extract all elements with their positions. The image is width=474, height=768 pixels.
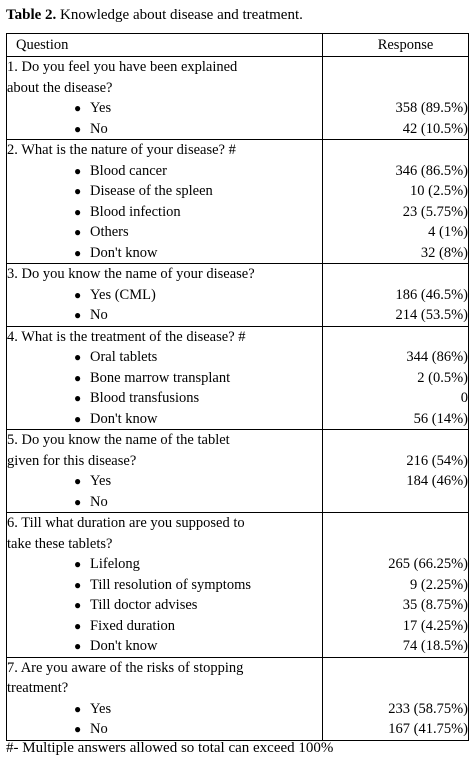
response-value: 186 (46.5%) [395, 286, 468, 303]
list-item [7, 719, 322, 740]
option-label: Others [90, 224, 129, 240]
option-label: Don't know [90, 638, 158, 654]
question-text: 2. What is the nature of your disease? # [7, 142, 236, 158]
bullet-icon: ● [74, 474, 82, 488]
response-value [323, 430, 468, 451]
table-row [7, 326, 469, 430]
question-text: 1. Do you feel you have been explained [7, 59, 238, 75]
list-item [7, 699, 322, 720]
question-text: treatment? [7, 680, 69, 696]
question-cell [7, 57, 323, 140]
bullet-icon: ● [74, 287, 82, 302]
response-cell [323, 513, 469, 658]
option-label: Yes [90, 700, 112, 717]
table-row [7, 264, 469, 327]
list-item [7, 471, 322, 492]
response-value: 358 (89.5%) [395, 100, 468, 116]
question-cell [7, 140, 323, 264]
table-body [7, 57, 469, 741]
table-title: Knowledge about disease and treatment. [60, 7, 303, 23]
response-value [323, 513, 468, 534]
bullet-icon: ● [74, 494, 82, 509]
bullet-icon: ● [74, 370, 82, 385]
response-cell [323, 326, 469, 430]
response-value: 265 (66.25%) [388, 556, 468, 572]
list-item [7, 388, 322, 409]
response-value: 346 (86.5%) [395, 162, 468, 179]
option-label: Till resolution of symptoms [90, 576, 252, 593]
option-label: Yes [90, 473, 112, 489]
list-item [7, 409, 322, 430]
table-row [7, 513, 469, 658]
table-row [7, 140, 469, 264]
bullet-icon: ● [74, 577, 82, 592]
option-label: Bone marrow transplant [90, 369, 231, 386]
question-column-header: Question [7, 34, 323, 57]
response-value: 4 (1%) [428, 224, 468, 240]
bullet-icon: ● [74, 391, 82, 405]
option-label: Don't know [90, 410, 158, 427]
response-cell [323, 657, 469, 740]
bullet-icon: ● [74, 701, 82, 716]
list-item [7, 119, 322, 140]
response-value: 42 (10.5%) [402, 120, 468, 137]
bullet-icon: ● [74, 411, 82, 426]
response-value: 214 (53.5%) [395, 307, 468, 323]
table-row [7, 657, 469, 740]
response-cell [323, 430, 469, 513]
option-label: Yes (CML) [90, 286, 156, 303]
table-label: Table 2. [6, 7, 57, 23]
response-value: 0 [460, 390, 468, 406]
question-text: given for this disease? [7, 452, 137, 469]
question-cell [7, 430, 323, 513]
list-item [7, 492, 322, 513]
question-cell [7, 513, 323, 658]
bullet-icon: ● [74, 618, 82, 633]
question-cell [7, 326, 323, 430]
list-item [7, 202, 322, 223]
option-label: Yes [90, 100, 112, 116]
option-label: No [90, 307, 108, 323]
bullet-icon: ● [74, 225, 82, 239]
question-text: 4. What is the treatment of the disease? # [7, 328, 246, 345]
list-item [7, 98, 322, 119]
option-label: Don't know [90, 244, 158, 261]
list-item [7, 285, 322, 306]
response-value: 344 (86%) [406, 349, 468, 365]
response-cell [323, 57, 469, 140]
option-label: Blood transfusions [90, 390, 200, 406]
option-label: Blood cancer [90, 162, 167, 179]
response-cell [323, 264, 469, 327]
response-value: 35 (8.75%) [402, 597, 468, 613]
bullet-icon: ● [74, 245, 82, 260]
response-value: 74 (18.5%) [402, 638, 468, 654]
question-text: 6. Till what duration are you supposed to [7, 515, 245, 531]
response-value: 233 (58.75%) [388, 700, 468, 717]
bullet-icon: ● [74, 722, 82, 736]
option-label: Blood infection [90, 203, 181, 220]
response-value [323, 492, 468, 513]
bullet-icon: ● [74, 350, 82, 364]
response-value [323, 140, 468, 161]
table-row [7, 430, 469, 513]
response-value: 56 (14%) [413, 410, 468, 427]
list-item [7, 305, 322, 326]
bullet-icon: ● [74, 184, 82, 198]
list-item [7, 616, 322, 637]
bullet-icon: ● [74, 121, 82, 136]
list-item [7, 161, 322, 182]
response-value: 32 (8%) [420, 244, 468, 261]
response-value [323, 534, 468, 555]
question-cell [7, 657, 323, 740]
bullet-icon: ● [74, 639, 82, 653]
option-label: Lifelong [90, 556, 140, 572]
bullet-icon: ● [74, 598, 82, 612]
list-item [7, 243, 322, 264]
option-label: Disease of the spleen [90, 183, 213, 199]
response-value: 17 (4.25%) [402, 617, 468, 634]
response-value [323, 264, 468, 285]
question-text: about the disease? [7, 79, 113, 96]
response-value: 167 (41.75%) [388, 721, 468, 737]
question-text: 5. Do you know the name of the tablet [7, 432, 230, 448]
bullet-icon: ● [74, 557, 82, 571]
question-text: 7. Are you aware of the risks of stopping [7, 659, 244, 676]
question-text: 3. Do you know the name of your disease? [7, 266, 255, 282]
response-cell [323, 140, 469, 264]
response-value: 2 (0.5%) [417, 369, 468, 386]
option-label: Fixed duration [90, 617, 175, 634]
response-value: 9 (2.25%) [410, 576, 468, 593]
response-value: 10 (2.5%) [410, 183, 468, 199]
table-row [7, 57, 469, 140]
response-column-header: Response [323, 34, 469, 57]
bullet-icon: ● [74, 101, 82, 115]
bullet-icon: ● [74, 204, 82, 219]
response-value [323, 78, 468, 99]
response-value: 216 (54%) [406, 452, 468, 469]
question-text: take these tablets? [7, 535, 113, 552]
response-value [323, 57, 468, 78]
footnote: #- Multiple answers allowed so total can exceed 100% [6, 740, 334, 756]
bullet-icon: ● [74, 163, 82, 178]
list-item [7, 636, 322, 657]
list-item [7, 368, 322, 389]
option-label: No [90, 721, 108, 737]
response-value [323, 678, 468, 699]
option-label: No [90, 120, 108, 137]
list-item [7, 222, 322, 243]
option-label: No [90, 493, 108, 510]
knowledge-table [6, 33, 469, 741]
table-caption [6, 5, 303, 25]
list-item [7, 347, 322, 368]
option-label: Oral tablets [90, 349, 158, 365]
table-header-row [7, 34, 469, 57]
response-value: 23 (5.75%) [402, 203, 468, 220]
question-cell [7, 264, 323, 327]
list-item [7, 181, 322, 202]
response-value: 184 (46%) [406, 473, 468, 489]
response-value [323, 658, 468, 679]
response-value [323, 327, 468, 348]
list-item [7, 554, 322, 575]
list-item [7, 575, 322, 596]
bullet-icon: ● [74, 308, 82, 322]
option-label: Till doctor advises [90, 597, 198, 613]
list-item [7, 595, 322, 616]
